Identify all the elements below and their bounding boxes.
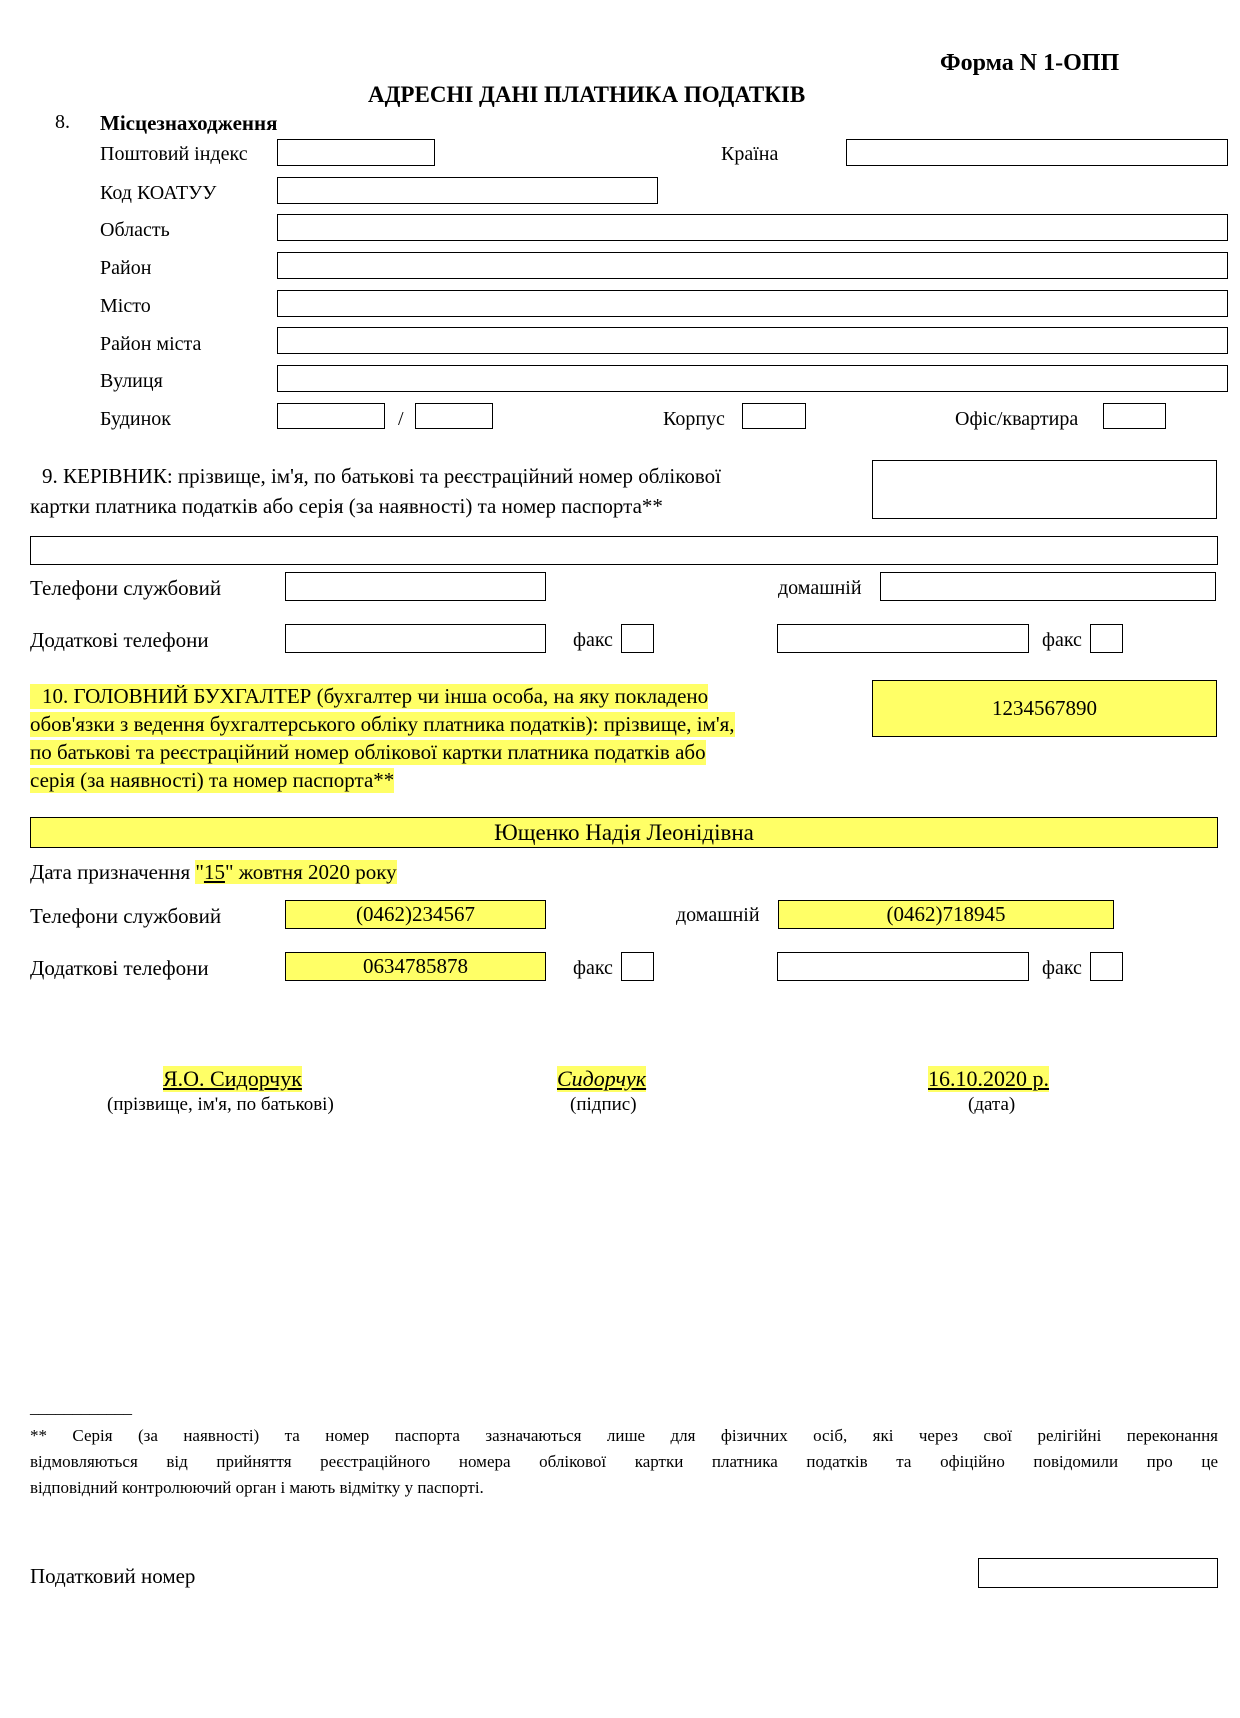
page-title: АДРЕСНІ ДАНІ ПЛАТНИКА ПОДАТКІВ (368, 82, 806, 107)
accountant-home-phone-field[interactable]: (0462)718945 (778, 900, 1114, 929)
district-label: Район (100, 257, 152, 279)
signer-name-caption: (прізвище, ім'я, по батькові) (107, 1094, 334, 1115)
section-8-number: 8. (55, 111, 70, 133)
section-10-line4: серія (за наявності) та номер паспорта** (30, 768, 395, 792)
accountant-tax-number-field[interactable]: 1234567890 (872, 680, 1217, 737)
appointment-month-year: жовтня 2020 року (233, 860, 397, 884)
appointment-date (30, 860, 397, 885)
manager-work-phone-label: Телефони службовий (30, 576, 222, 600)
manager-fax1-label: факс (573, 629, 613, 651)
building-label: Корпус (663, 408, 725, 430)
country-field[interactable] (846, 139, 1228, 166)
koatuu-field[interactable] (277, 177, 658, 204)
city-district-label: Район міста (100, 333, 202, 355)
accountant-extra-phone-field[interactable]: 0634785878 (285, 952, 546, 981)
accountant-extra-phones-label: Додаткові телефони (30, 956, 209, 980)
section-10-line1: 10. ГОЛОВНИЙ БУХГАЛТЕР (бухгалтер чи інша особа, на яку покладено (30, 684, 708, 709)
manager-fax2-field[interactable] (1090, 624, 1123, 653)
region-label: Область (100, 219, 170, 241)
tax-number-field[interactable] (978, 1558, 1218, 1588)
manager-fax2-label: факс (1042, 629, 1082, 651)
appointment-date-label: Дата призначення (30, 860, 191, 884)
section-10-line3: по батькові та реєстраційний номер облікової картки платника податків або (30, 740, 706, 764)
house-slash: / (398, 408, 404, 430)
street-field[interactable] (277, 365, 1228, 392)
signer-signature-caption: (підпис) (570, 1094, 637, 1115)
accountant-fax2-label: факс (1042, 957, 1082, 979)
accountant-extra-phone2-field[interactable] (777, 952, 1029, 981)
accountant-work-phone-field[interactable]: (0462)234567 (285, 900, 546, 929)
city-district-field[interactable] (277, 327, 1228, 354)
district-field[interactable] (277, 252, 1228, 279)
office-label: Офіс/квартира (955, 408, 1079, 430)
footnote-line1: ** Серія (за наявності) та номер паспорта зазначаються лише для фізичних осіб, які через свої релігійні переконання (30, 1426, 1218, 1445)
accountant-work-phone-label: Телефони службовий (30, 904, 222, 928)
postal-index-label: Поштовий індекс (100, 143, 248, 165)
form-number: Форма N 1-ОПП (940, 50, 1120, 76)
section-9-line2: картки платника податків або серія (за наявності) та номер паспорта** (30, 494, 663, 518)
house-fraction-field[interactable] (415, 403, 493, 429)
appointment-quote-close: " (224, 860, 234, 884)
section-8-heading: Місцезнаходження (100, 111, 278, 135)
country-label: Країна (721, 143, 779, 165)
appointment-quote-open: " (195, 860, 204, 884)
manager-name-field[interactable] (30, 536, 1218, 565)
accountant-name-field[interactable]: Ющенко Надія Леонідівна (30, 817, 1218, 848)
manager-extra-phones-label: Додаткові телефони (30, 628, 209, 652)
signer-signature: Сидорчук (557, 1066, 647, 1091)
signing-date-caption: (дата) (968, 1094, 1016, 1115)
section-10-line2: обов'язки з ведення бухгалтерського обліку платника податків): прізвище, ім'я, (30, 712, 735, 736)
accountant-fax2-field[interactable] (1090, 952, 1123, 981)
manager-home-phone-label: домашній (778, 577, 862, 599)
street-label: Вулиця (100, 370, 163, 392)
appointment-day: 15 (203, 860, 225, 884)
accountant-home-phone-label: домашній (676, 904, 760, 926)
manager-work-phone-field[interactable] (285, 572, 546, 601)
building-field[interactable] (742, 403, 806, 429)
city-field[interactable] (277, 290, 1228, 317)
koatuu-label: Код КОАТУУ (100, 182, 217, 204)
office-field[interactable] (1103, 403, 1166, 429)
signing-date: 16.10.2020 р. (928, 1066, 1049, 1091)
footnote-rule: ____________ (30, 1398, 132, 1417)
postal-index-field[interactable] (277, 139, 435, 166)
manager-extra-phone2-field[interactable] (777, 624, 1029, 653)
manager-tax-number-field[interactable] (872, 460, 1217, 519)
signer-name: Я.О. Сидорчук (163, 1066, 302, 1091)
house-field[interactable] (277, 403, 385, 429)
manager-fax1-field[interactable] (621, 624, 654, 653)
region-field[interactable] (277, 214, 1228, 241)
manager-home-phone-field[interactable] (880, 572, 1216, 601)
footnote-line3: відповідний контролюючий орган і мають відмітку у паспорті. (30, 1478, 484, 1497)
accountant-fax1-field[interactable] (621, 952, 654, 981)
house-label: Будинок (100, 408, 172, 430)
section-9-line1: 9. КЕРІВНИК: прізвище, ім'я, по батькові та реєстраційний номер облікової (42, 464, 721, 488)
manager-extra-phone-field[interactable] (285, 624, 546, 653)
city-label: Місто (100, 295, 151, 317)
appointment-date-value (195, 860, 396, 884)
tax-number-label: Податковий номер (30, 1564, 196, 1588)
accountant-fax1-label: факс (573, 957, 613, 979)
footnote-line2: відмовляються від прийняття реєстраційного номера облікової картки платника податків та офіційно повідомили про це (30, 1452, 1218, 1471)
